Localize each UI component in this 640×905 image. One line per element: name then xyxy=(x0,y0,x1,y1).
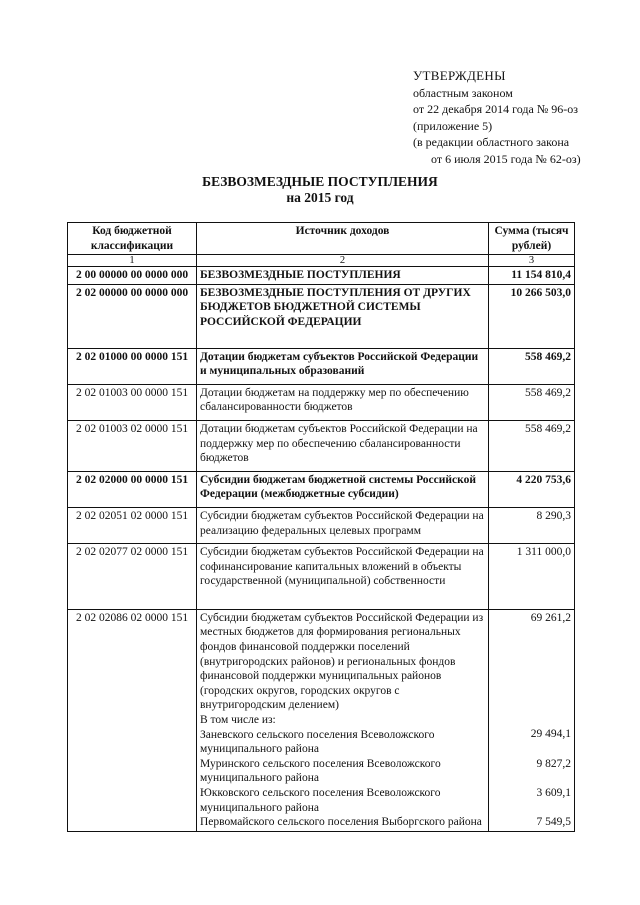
row-source: Субсидии бюджетам субъектов Российской Федерации на реализацию федеральных целевых программ xyxy=(197,507,489,543)
column-number-row xyxy=(68,255,575,267)
table-row xyxy=(68,267,575,285)
row-source: Субсидии бюджетам бюджетной системы Российской Федерации (межбюджетные субсидии) xyxy=(197,471,489,507)
column-number: 2 xyxy=(197,255,489,267)
row-code: 2 02 01003 00 0000 151 xyxy=(68,384,197,420)
table-row xyxy=(68,507,575,543)
header-source: Источник доходов xyxy=(197,223,489,255)
row-source: БЕЗВОЗМЕЗДНЫЕ ПОСТУПЛЕНИЯ ОТ ДРУГИХ БЮДЖЕТОВ БЮДЖЕТНОЙ СИСТЕМЫ РОССИЙСКОЙ ФЕДЕРАЦИИ xyxy=(197,284,489,348)
sub-item-sum: 29 494,1 xyxy=(530,728,571,741)
approval-line-4: (в редакции областного закона xyxy=(413,135,570,149)
row-source: Дотации бюджетам субъектов Российской Федерации и муниципальных образований xyxy=(197,348,489,384)
document-subtitle: на 2015 год xyxy=(286,190,354,205)
table-row xyxy=(68,384,575,420)
row-code: 2 02 02051 02 0000 151 xyxy=(68,507,197,543)
revenue-table xyxy=(67,222,575,832)
row-sum: 11 154 810,4 xyxy=(489,267,575,285)
row-code: 2 02 00000 00 0000 000 xyxy=(68,284,197,348)
row-sum: 8 290,3 xyxy=(489,507,575,543)
approval-line-3: (приложение 5) xyxy=(413,118,493,133)
row-sum: 558 469,2 xyxy=(489,348,575,384)
row-sum: 558 469,2 xyxy=(489,384,575,420)
approval-line-1: областным законом xyxy=(413,85,513,100)
sub-item-name: Муринского сельского поселения Всеволожского муниципального района xyxy=(200,757,441,785)
row-sum: 1 311 000,0 xyxy=(489,544,575,610)
table-row xyxy=(68,471,575,507)
row-sum-block xyxy=(489,609,575,831)
table-row xyxy=(68,544,575,610)
approval-line-2: от 22 декабря 2014 года № 96-оз xyxy=(413,102,579,116)
approval-block xyxy=(413,68,581,167)
row-code: 2 00 00000 00 0000 000 xyxy=(68,267,197,285)
including-label: В том числе из: xyxy=(200,714,276,727)
row-sum: 558 469,2 xyxy=(489,420,575,471)
sub-item-name: Первомайского сельского поселения Выборгского района xyxy=(200,816,482,829)
sub-item-sum: 9 827,2 xyxy=(536,757,571,770)
row-sum: 69 261,2 xyxy=(530,611,571,624)
row-code: 2 02 02086 02 0000 151 xyxy=(68,609,197,831)
row-sum: 10 266 503,0 xyxy=(489,284,575,348)
table-row xyxy=(68,284,575,348)
sum-spacer xyxy=(492,625,571,727)
sub-item-name: Заневского сельского поселения Всеволожского муниципального района xyxy=(200,728,435,756)
column-number: 3 xyxy=(489,255,575,267)
header-sum: Сумма (тысяч рублей) xyxy=(489,223,575,255)
row-source: БЕЗВОЗМЕЗДНЫЕ ПОСТУПЛЕНИЯ xyxy=(197,267,489,285)
row-code: 2 02 02000 00 0000 151 xyxy=(68,471,197,507)
sub-item-sum: 3 609,1 xyxy=(536,786,571,799)
header-code: Код бюджетной классификации xyxy=(68,223,197,255)
table-row xyxy=(68,348,575,384)
row-source-block xyxy=(197,609,489,831)
row-source: Дотации бюджетам субъектов Российской Федерации на поддержку мер по обеспечению сбалансированности бюджетов xyxy=(197,420,489,471)
table-header-row xyxy=(68,223,575,255)
row-sum: 4 220 753,6 xyxy=(489,471,575,507)
row-source: Дотации бюджетам на поддержку мер по обеспечению сбалансированности бюджетов xyxy=(197,384,489,420)
column-number: 1 xyxy=(68,255,197,267)
document-title: БЕЗВОЗМЕЗДНЫЕ ПОСТУПЛЕНИЯ xyxy=(202,174,438,189)
approval-line-5: от 6 июля 2015 года № 62-оз) xyxy=(431,151,581,166)
row-code: 2 02 02077 02 0000 151 xyxy=(68,544,197,610)
approval-heading: УТВЕРЖДЕНЫ xyxy=(413,68,506,83)
row-source: Субсидии бюджетам субъектов Российской Федерации из местных бюджетов для формирования региональных фондов финансовой поддержки поселений (внутригородских районов) и региональных фондов финансовой поддержки муниципальных районов (городских округов, городских округов с внутригородским делением) xyxy=(200,611,484,712)
sub-item-name: Юкковского сельского поселения Всеволожского муниципального района xyxy=(200,787,441,814)
row-code: 2 02 01003 02 0000 151 xyxy=(68,420,197,471)
row-source: Субсидии бюджетам субъектов Российской Федерации на софинансирование капитальных вложений в объекты государственной (муниципальной) собственности xyxy=(197,544,489,610)
sub-item-sum: 7 549,5 xyxy=(536,816,571,829)
row-code: 2 02 01000 00 0000 151 xyxy=(68,348,197,384)
table-row xyxy=(68,609,575,831)
table-row xyxy=(68,420,575,471)
